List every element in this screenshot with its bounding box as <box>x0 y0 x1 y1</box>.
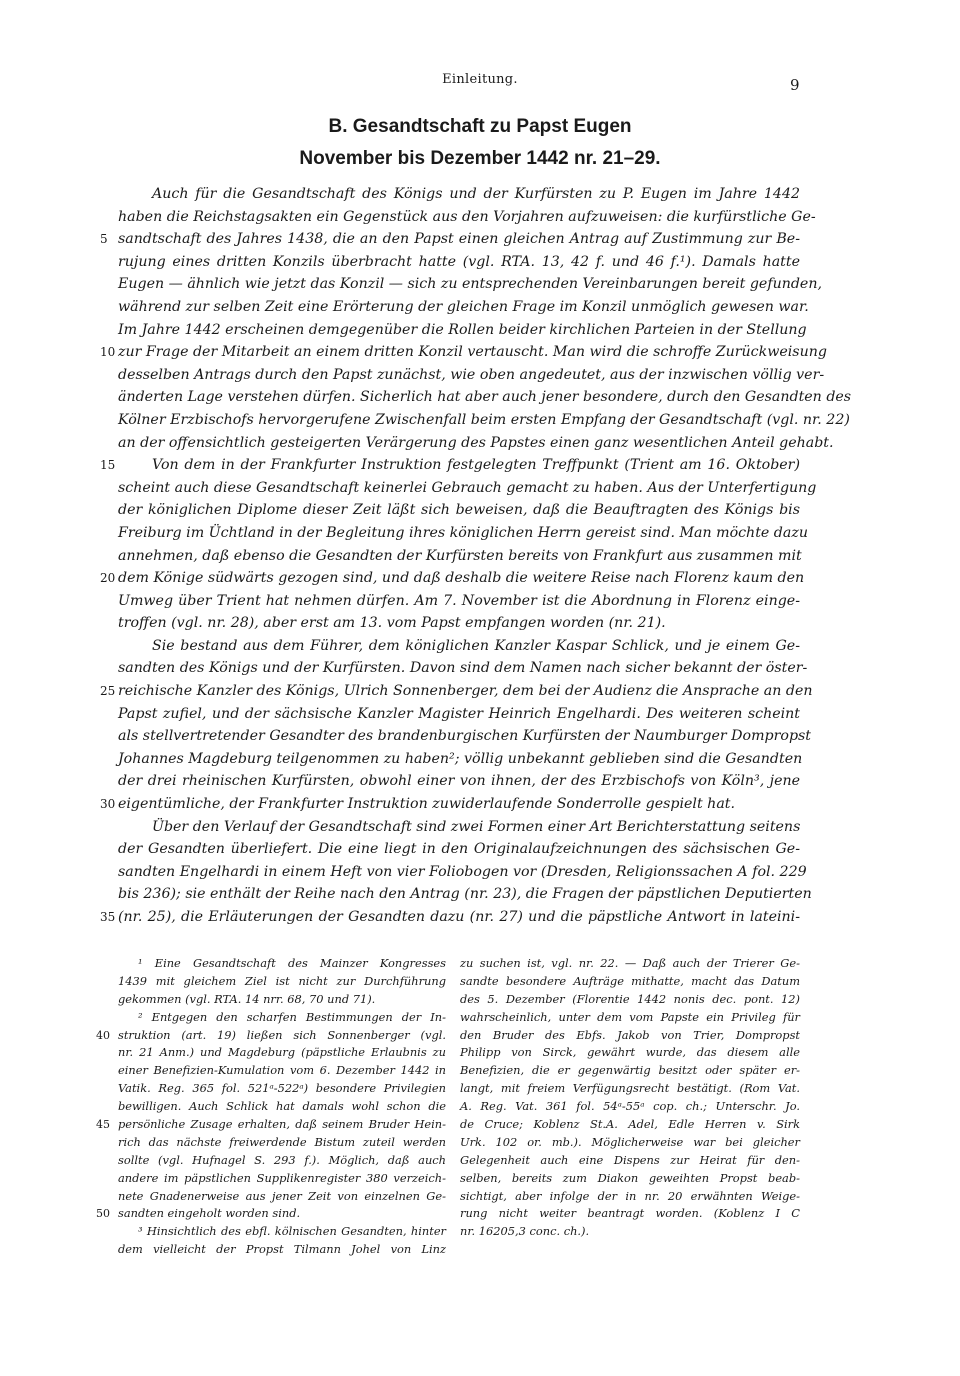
footnote-line <box>96 1027 446 1045</box>
footnote-line-text: Gelegenheit auch eine Dispens zur Heirat für den- <box>460 1152 800 1167</box>
body-line <box>118 770 800 793</box>
footnote-line-text: sichtigt, aber infolge der in nr. 20 erwähnten Weige- <box>460 1188 800 1203</box>
body-line <box>118 838 800 861</box>
body-line-text: dem Könige südwärts gezogen sind, und daß deshalb die weitere Reise nach Florenz kaum den <box>118 570 805 587</box>
body-line <box>100 341 827 364</box>
footnote-line <box>460 1223 800 1241</box>
footnote-line-text: 1439 mit gleichem Ziel ist nicht zur Durchführung <box>118 973 446 988</box>
footnote-line <box>118 1098 446 1116</box>
footnote-line <box>118 1188 446 1206</box>
footnote-line <box>460 1027 800 1045</box>
line-number: 5 <box>100 232 108 247</box>
body-line-text: rujung eines dritten Konzils überbracht hatte (vgl. RTA. 13, 42 f. und 46 f.¹). Damals hatte <box>118 253 800 270</box>
body-line <box>118 883 812 906</box>
body-line-text: Auch für die Gesandtschaft des Königs und der Kurfürsten zu P. Eugen im Jahre 1442 <box>152 186 800 202</box>
footnote-line <box>460 1152 800 1170</box>
body-line <box>118 409 850 432</box>
footnote-line-text: Philipp von Sirck, gewährt wurde, das diesem alle <box>460 1045 800 1060</box>
body-line <box>118 364 825 387</box>
footnote-line <box>118 1152 446 1170</box>
footnote-line <box>460 1062 800 1080</box>
footnote-line-text: sandte besondere Aufträge mithatte, macht das Datum <box>460 973 800 988</box>
body-line <box>118 635 800 658</box>
footnote-line-text: nr. 16205,3 conc. ch.). <box>460 1224 590 1239</box>
footnote-line-text: dem vielleicht der Propst Tilmann Johel von Linz <box>118 1242 446 1257</box>
running-head: Einleitung. <box>442 72 518 87</box>
body-line <box>118 816 800 839</box>
body-line-text: der Gesandten überliefert. Die eine liegt in den Originalaufzeichnungen des sächsischen Ge- <box>118 841 800 858</box>
line-number: 45 <box>96 1118 110 1132</box>
line-number: 10 <box>100 345 116 360</box>
footnote-line-text: bewilligen. Auch Schlick hat damals wohl schon die <box>118 1099 446 1114</box>
footnote-line-text: wahrscheinlich, unter dem vom Papste ein Privileg für <box>460 1009 800 1024</box>
body-line-text: der drei rheinischen Kurfürsten, obwohl einer von ihnen, der des Erzbischofs von Köln³, jene <box>118 773 800 790</box>
footnote-line <box>460 1009 800 1027</box>
body-line-text: reichische Kanzler des Königs, Ulrich Sonnenberger, dem bei der Audienz die Ansprache an den <box>118 683 813 700</box>
footnote-line <box>460 955 800 973</box>
body-line-text: Johannes Magdeburg teilgenommen zu haben²; völlig unbekannt geblieben sind die Gesandten <box>118 750 803 767</box>
footnote-line-text: sollte (vgl. Hufnagel S. 293 f.). Möglich, daß auch <box>118 1152 446 1167</box>
footnote-line <box>96 1205 446 1223</box>
footnote-line <box>460 1170 800 1188</box>
body-line <box>118 432 834 455</box>
section-title: B. Gesandtschaft zu Papst Eugen <box>328 116 632 137</box>
body-line-text: sandten Engelhardi in einem Heft von vier Foliobogen vor (Dresden, Religionssachen A fol. 229 <box>118 863 807 880</box>
footnote-line <box>460 1098 800 1116</box>
body-line <box>118 748 803 771</box>
body-line <box>118 703 800 726</box>
footnote-line-text: rich das nächste freiwerdende Bistum zuteil werden <box>118 1134 446 1149</box>
footnote-line-text: sandten eingeholt worden sind. <box>118 1206 301 1221</box>
body-line <box>118 725 812 748</box>
body-line <box>100 567 805 590</box>
body-line <box>118 499 800 522</box>
footnote-line <box>118 1134 446 1152</box>
footnote-line-text: selben, bereits zum Diakon geweihten Propst beab- <box>460 1170 800 1185</box>
line-number: 15 <box>100 458 116 473</box>
footnote-line-text: ¹ Eine Gesandtschaft des Mainzer Kongresses <box>138 956 446 970</box>
footnote-line-text: langt, mit freiem Verfügungsrecht bestätigt. (Rom Vat. <box>460 1081 800 1096</box>
footnote-line <box>460 1188 800 1206</box>
body-line-text: an der offensichtlich gesteigerten Verärgerung des Papstes einen ganz wesentlichen Anteil gehabt. <box>118 434 834 451</box>
footnote-line-text: Benefizien, die er gegenwärtig besitzt oder später er- <box>460 1063 800 1078</box>
body-line <box>118 251 800 274</box>
body-line-text: als stellvertretender Gesandter des brandenburgischen Kurfürsten der Naumburger Dompropst <box>118 728 812 745</box>
body-line-text: zur Frage der Mitarbeit an einem dritten Konzil vertauscht. Man wird die schroffe Zurückweisung <box>118 344 827 361</box>
footnote-line-text: persönliche Zusage erhalten, daß seinem Bruder Hein- <box>118 1117 446 1132</box>
body-line <box>100 680 813 703</box>
footnote-line-text: de Cruce; Koblenz St.A. Adel, Edle Herren v. Sirk <box>460 1117 800 1132</box>
footnotes-left-column <box>96 955 446 1259</box>
footnote-line-text: nete Gnadenerweise aus jener Zeit von einzelnen Ge- <box>118 1188 446 1203</box>
body-line-text: scheint auch diese Gesandtschaft keinerlei Gebrauch gemacht zu haben. Aus der Unterfertigung <box>118 479 817 496</box>
body-line <box>118 477 817 500</box>
body-line <box>118 590 800 613</box>
footnote-line <box>118 1223 446 1241</box>
body-line-text: Eugen — ähnlich wie jetzt das Konzil — sich zu entsprechenden Vereinbarungen bereit gefunden, <box>118 276 822 293</box>
body-line <box>100 228 800 251</box>
body-line <box>118 319 807 342</box>
body-line-text: Papst zufiel, und der sächsische Kanzler Magister Heinrich Engelhardi. Des weiteren scheint <box>118 705 800 722</box>
footnote-line <box>460 1205 800 1223</box>
body-line-text: der königlichen Diplome dieser Zeit läßt sich beweisen, daß die Beauftragten des Königs bis <box>118 502 800 519</box>
body-line-text: desselben Antrags durch den Papst zunächst, wie oben angedeutet, aus der inzwischen völlig ver- <box>118 366 825 383</box>
footnote-line <box>96 1116 446 1134</box>
footnote-line <box>118 955 446 973</box>
body-line-text: eigentümliche, der Frankfurter Instruktion zuwiderlaufende Sonderrolle gespielt hat. <box>118 796 735 813</box>
footnote-line <box>118 1062 446 1080</box>
footnote-line <box>118 1241 446 1259</box>
body-line <box>118 545 800 568</box>
body-line-text: troffen (vgl. nr. 28), aber erst am 13. vom Papst empfangen worden (nr. 21). <box>118 615 666 632</box>
footnote-line <box>118 1080 446 1098</box>
footnote-line-text: zu suchen ist, vgl. nr. 22. — Daß auch der Trierer Ge- <box>460 956 800 970</box>
body-line <box>118 657 808 680</box>
page-number: 9 <box>790 76 800 94</box>
body-line-text: Freiburg im Üchtland in der Begleitung ihres königlichen Herrn gereist sind. Man möchte dazu <box>118 524 808 541</box>
body-line-text: Sie bestand aus dem Führer, dem königlichen Kanzler Kaspar Schlick, und je einem Ge- <box>152 637 800 654</box>
body-line <box>118 612 800 635</box>
body-line-text: Über den Verlauf der Gesandtschaft sind zwei Formen einer Art Berichterstattung seitens <box>152 818 801 835</box>
section-subtitle: November bis Dezember 1442 nr. 21–29. <box>299 148 661 169</box>
body-line-text: Von dem in der Frankfurter Instruktion festgelegten Treffpunkt (Trient am 16. Oktober) <box>152 457 800 474</box>
line-number: 30 <box>100 797 116 812</box>
body-line <box>100 793 800 816</box>
body-line-text: annehmen, daß ebenso die Gesandten der Kurfürsten bereits von Frankfurt aus zusammen mit <box>118 547 802 564</box>
footnote-line <box>460 991 800 1009</box>
line-number: 50 <box>96 1207 110 1221</box>
line-number: 25 <box>100 684 116 699</box>
footnotes-right-column <box>460 955 800 1241</box>
footnote-line <box>118 1170 446 1188</box>
footnote-line-text: A. Reg. Vat. 361 fol. 54ᵃ-55ᵃ cop. ch.; Unterschr. Jo. <box>460 1099 800 1114</box>
line-number: 20 <box>100 571 116 586</box>
footnote-line <box>118 1044 446 1062</box>
body-text <box>100 183 852 929</box>
body-line-text: änderten Lage verstehen dürfen. Sicherlich hat aber auch jener besondere, durch den Gesandten des <box>118 389 852 406</box>
footnote-line-text: den Bruder des Ebfs. Jakob von Trier, Dompropst <box>460 1027 800 1042</box>
body-line <box>118 206 816 229</box>
footnote-line-text: struktion (art. 19) ließen sich Sonnenberger (vgl. <box>118 1027 446 1042</box>
footnote-line <box>460 1044 800 1062</box>
footnote-line <box>460 1134 800 1152</box>
footnote-line <box>460 1116 800 1134</box>
footnote-line <box>460 973 800 991</box>
body-line <box>118 522 808 545</box>
footnote-line <box>118 973 446 991</box>
body-line-text: Umweg über Trient hat nehmen dürfen. Am 7. November ist die Abordnung in Florenz einge- <box>118 592 800 609</box>
body-line-text: (nr. 25), die Erläuterungen der Gesandten dazu (nr. 27) und die päpstliche Antwort in lateini- <box>118 909 800 925</box>
body-line <box>118 386 852 409</box>
body-line-text: bis 236); sie enthält der Reihe nach den Antrag (nr. 23), die Fragen der päpstlichen Deputierten <box>118 886 812 903</box>
footnote-line-text: nr. 21 Anm.) und Magdeburg (päpstliche Erlaubnis zu <box>118 1045 446 1060</box>
body-line-text: sandtschaft des Jahres 1438, die an den Papst einen gleichen Antrag auf Zustimmung zur Be- <box>118 231 800 248</box>
footnote-line <box>460 1080 800 1098</box>
footnote-line-text: Vatik. Reg. 365 fol. 521ᵃ-522ᵃ) besondere Privilegien <box>118 1081 446 1096</box>
footnote-line-text: des 5. Dezember (Florentie 1442 nonis dec. pont. 12) <box>460 991 800 1006</box>
footnote-line-text: rung nicht weiter beantragt worden. (Koblenz I C <box>460 1206 800 1221</box>
footnote-line-text: einer Benefizien-Kumulation vom 6. Dezember 1442 in <box>118 1063 446 1078</box>
line-number: 40 <box>96 1028 110 1042</box>
body-line <box>118 296 809 319</box>
body-line-text: Kölner Erzbischofs hervorgerufene Zwischenfall beim ersten Empfang der Gesandtschaft (vgl. nr. 22) <box>118 411 850 428</box>
footnote-line-text: andere im päpstlichen Supplikenregister 380 verzeich- <box>118 1170 446 1185</box>
body-line-text: während zur selben Zeit eine Erörterung der gleichen Frage im Konzil unmöglich gewesen war. <box>118 298 809 315</box>
footnote-line <box>118 1009 446 1027</box>
footnote-line-text: gekommen (vgl. RTA. 14 nrr. 68, 70 und 71). <box>118 991 376 1006</box>
body-line <box>100 906 800 929</box>
body-line-text: sandten des Königs und der Kurfürsten. Davon sind dem Namen nach sicher bekannt der öster- <box>118 660 808 677</box>
body-line <box>118 183 800 206</box>
footnote-line-text: Urk. 102 or. mb.). Möglicherweise war bei gleicher <box>460 1134 800 1149</box>
body-line <box>118 861 807 884</box>
footnote-line <box>118 991 446 1009</box>
body-line <box>100 454 800 477</box>
line-number: 35 <box>100 910 116 924</box>
footnote-line-text: ² Entgegen den scharfen Bestimmungen der In- <box>138 1009 446 1024</box>
body-line <box>118 273 822 296</box>
body-line-text: haben die Reichstagsakten ein Gegenstück aus den Vorjahren aufzuweisen: die kurfürstliche Ge- <box>118 208 816 225</box>
footnote-line-text: ³ Hinsichtlich des ebfl. kölnischen Gesandten, hinter <box>138 1224 446 1239</box>
body-line-text: Im Jahre 1442 erscheinen demgegenüber die Rollen beider kirchlichen Parteien in der Stellung <box>118 321 807 338</box>
